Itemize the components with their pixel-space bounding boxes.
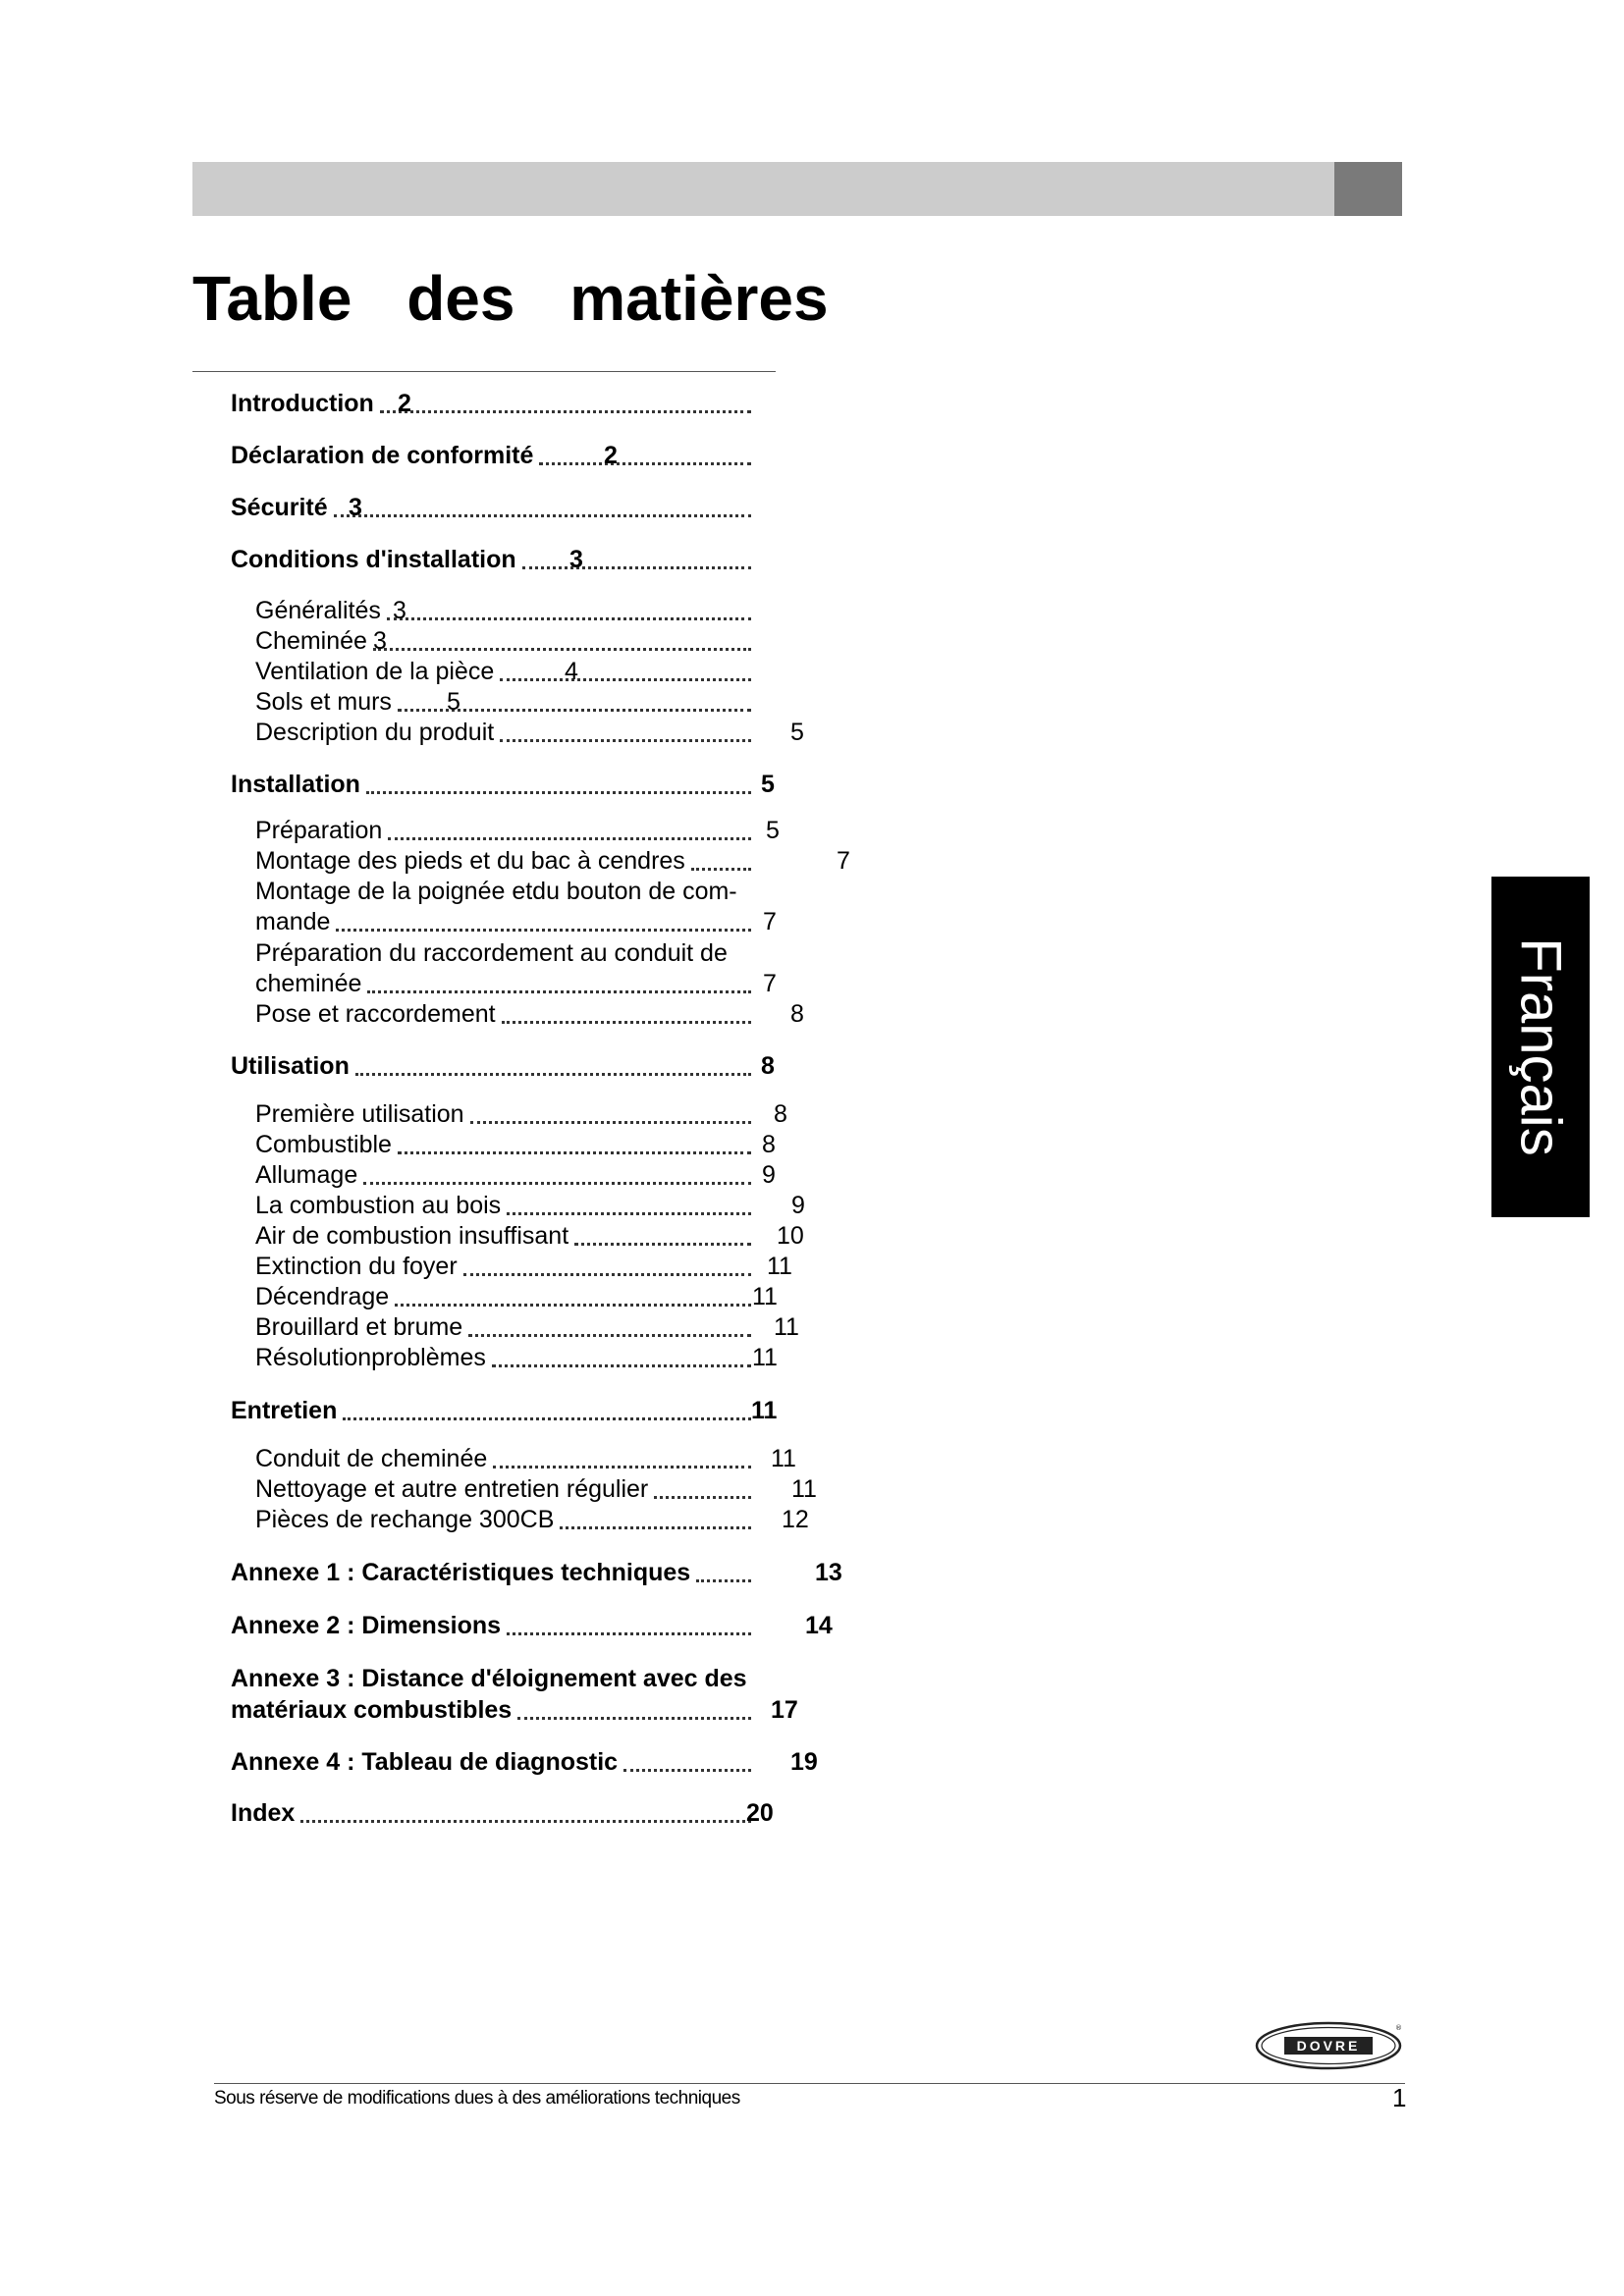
toc-page-number: 3 [349, 494, 362, 521]
toc-page-number: 9 [791, 1192, 805, 1219]
toc-leader-dots [470, 1121, 751, 1124]
toc-entry-label: Déclaration de conformité [231, 442, 534, 469]
toc-entry[interactable] [231, 768, 775, 801]
toc-leader-dots [388, 837, 751, 840]
toc-page-number: 8 [774, 1100, 787, 1128]
toc-page-number: 11 [752, 1283, 778, 1310]
toc-entry-label: Index [231, 1799, 296, 1827]
toc-leader-dots [522, 566, 751, 569]
toc-page-number: 20 [746, 1799, 774, 1827]
toc-leader-dots [507, 1632, 751, 1635]
toc-page-number: 5 [790, 719, 804, 746]
toc-leader-dots [492, 1364, 751, 1367]
toc-entry-label: Annexe 1 : Caractéristiques techniques [231, 1559, 691, 1586]
toc-page-number: 2 [398, 390, 411, 417]
toc-page-number: 7 [837, 847, 850, 875]
dovre-logo-icon [1255, 2020, 1402, 2071]
toc-leader-dots [654, 1496, 751, 1499]
toc-entry[interactable] [231, 1796, 774, 1830]
toc-entry-label: mande [255, 908, 331, 935]
toc-leader-dots [468, 1334, 751, 1337]
toc-entry[interactable] [231, 1662, 751, 1695]
toc-leader-dots [300, 1820, 751, 1823]
toc-entry[interactable] [231, 1394, 778, 1427]
toc-leader-dots [560, 1526, 751, 1529]
toc-entry-label: Air de combustion insuffisant [255, 1222, 569, 1250]
toc-leader-dots [387, 617, 751, 620]
toc-leader-dots [398, 1151, 751, 1154]
language-tab [1491, 877, 1590, 1217]
toc-page-number: 11 [752, 1344, 778, 1371]
toc-entry-label: Extinction du foyer [255, 1253, 458, 1280]
toc-entry-label: Première utilisation [255, 1100, 464, 1128]
toc-page-number: 8 [762, 1131, 776, 1158]
toc-entry[interactable] [255, 1189, 805, 1222]
toc-entry-label: matériaux combustibles [231, 1696, 513, 1724]
toc-page-number: 4 [565, 658, 578, 685]
toc-entry[interactable] [255, 814, 780, 847]
toc-page-number: 5 [447, 688, 460, 716]
toc-leader-dots [395, 1304, 751, 1307]
toc-entry[interactable] [255, 624, 751, 658]
toc-leader-dots [500, 678, 751, 681]
toc-entry-label: Brouillard et brume [255, 1313, 463, 1341]
toc-entry-label: Préparation [255, 817, 383, 844]
toc-entry[interactable] [255, 1219, 804, 1253]
toc-entry[interactable] [255, 1310, 799, 1344]
toc-leader-dots [334, 514, 751, 517]
toc-page-number: 5 [766, 817, 780, 844]
toc-page-number: 3 [373, 627, 387, 655]
toc-page-number: 9 [762, 1161, 776, 1189]
toc-page-number: 11 [767, 1253, 792, 1280]
toc-page-number: 19 [790, 1748, 818, 1776]
toc-page-number: 2 [604, 442, 618, 469]
toc-entry-label: Ventilation de la pièce [255, 658, 495, 685]
toc-entry[interactable] [231, 387, 751, 420]
toc-page-number: 11 [751, 1397, 778, 1424]
toc-page-number: 8 [761, 1052, 775, 1080]
toc-entry-label: Description du produit [255, 719, 495, 746]
toc-entry-label: Préparation du raccordement au conduit de [255, 939, 728, 967]
toc-entry[interactable] [255, 967, 777, 1000]
toc-entry[interactable] [255, 655, 751, 688]
toc-entry[interactable] [255, 1503, 809, 1536]
toc-entry-label: Annexe 4 : Tableau de diagnostic [231, 1748, 619, 1776]
page-title: Table des matières [192, 263, 829, 334]
toc-entry-label: Pose et raccordement [255, 1000, 496, 1028]
toc-entry[interactable] [231, 439, 751, 472]
toc-page-number: 17 [771, 1696, 798, 1724]
toc-entry-label: Conditions d'installation [231, 546, 516, 573]
toc-entry[interactable] [231, 491, 751, 524]
toc-entry-label: Sécurité [231, 494, 328, 521]
toc-entry-label: Annexe 2 : Dimensions [231, 1612, 502, 1639]
toc-entry[interactable] [255, 1341, 778, 1374]
toc-entry-label: La combustion au bois [255, 1192, 502, 1219]
toc-entry[interactable] [255, 1280, 778, 1313]
toc-entry-label: Sols et murs [255, 688, 392, 716]
toc-entry[interactable] [255, 1128, 776, 1161]
toc-entry[interactable] [255, 1250, 792, 1283]
toc-entry-label: Montage des pieds et du bac à cendres [255, 847, 685, 875]
toc-leader-dots [366, 791, 751, 794]
toc-entry[interactable] [231, 1556, 842, 1589]
toc-entry[interactable] [255, 936, 751, 970]
toc-entry[interactable] [255, 1472, 817, 1506]
toc-page-number: 11 [774, 1313, 799, 1341]
toc-leader-dots [493, 1466, 751, 1468]
toc-leader-dots [363, 1182, 751, 1185]
toc-page-number: 7 [763, 970, 777, 997]
toc-entry[interactable] [231, 1049, 775, 1083]
toc-leader-dots [355, 1073, 751, 1076]
toc-entry-label: Généralités [255, 597, 381, 624]
toc-entry-label: Annexe 3 : Distance d'éloignement avec des [231, 1665, 747, 1692]
language-tab-label: Français [1508, 937, 1573, 1156]
toc-entry[interactable] [255, 1442, 796, 1475]
toc-leader-dots [463, 1273, 751, 1276]
toc-entry[interactable] [255, 594, 751, 627]
toc-leader-dots [502, 1021, 751, 1024]
toc-page-number: 11 [771, 1445, 796, 1472]
toc-page-number: 10 [777, 1222, 804, 1250]
toc-entry[interactable] [255, 905, 777, 938]
toc-leader-dots [373, 648, 751, 651]
svg-text:®: ® [1395, 2024, 1402, 2032]
toc-page-number: 14 [805, 1612, 833, 1639]
toc-entry-label: Cheminée [255, 627, 367, 655]
footer-note: Sous réserve de modifications dues à des améliorations techniques [214, 2088, 740, 2109]
toc-page-number: 7 [763, 908, 777, 935]
page-number: 1 [1392, 2083, 1407, 2112]
toc-entry-label: Introduction [231, 390, 374, 417]
toc-entry[interactable] [255, 997, 804, 1031]
footer-rule [214, 2083, 1405, 2084]
toc-leader-dots [691, 868, 751, 871]
toc-entry-label: Utilisation [231, 1052, 350, 1080]
toc-leader-dots [367, 990, 751, 993]
toc-leader-dots [507, 1212, 751, 1215]
toc-page-number: 8 [790, 1000, 804, 1028]
toc-entry-label: Combustible [255, 1131, 392, 1158]
toc-leader-dots [380, 410, 751, 413]
toc-leader-dots [500, 739, 751, 742]
toc-entry-label: Décendrage [255, 1283, 390, 1310]
toc-page-number: 11 [791, 1475, 817, 1503]
toc-entry-label: Conduit de cheminée [255, 1445, 488, 1472]
toc-leader-dots [336, 929, 751, 932]
toc-leader-dots [343, 1417, 751, 1420]
toc-leader-dots [696, 1579, 751, 1582]
toc-entry[interactable] [255, 844, 850, 878]
toc-entry-label: Entretien [231, 1397, 338, 1424]
toc-entry[interactable] [255, 685, 751, 719]
toc-entry-label: cheminée [255, 970, 362, 997]
toc-page-number: 3 [393, 597, 406, 624]
toc-entry-label: Allumage [255, 1161, 358, 1189]
toc-entry-label: Installation [231, 771, 360, 798]
toc-page-number: 3 [569, 546, 583, 573]
toc-entry-label: Montage de la poignée etdu bouton de com- [255, 878, 737, 905]
toc-leader-dots [574, 1243, 751, 1246]
toc-entry[interactable] [231, 1745, 818, 1779]
toc-entry[interactable] [231, 1609, 833, 1642]
toc-page-number: 13 [815, 1559, 842, 1586]
toc-leader-dots [539, 462, 751, 465]
toc-leader-dots [623, 1769, 751, 1772]
toc-entry[interactable] [231, 1693, 798, 1727]
toc-entry[interactable] [231, 543, 751, 576]
toc-entry[interactable] [255, 716, 804, 749]
toc-page-number: 12 [782, 1506, 809, 1533]
toc-entry-label: Pièces de rechange 300CB [255, 1506, 555, 1533]
toc-entry[interactable] [255, 1097, 787, 1131]
toc-entry[interactable] [255, 875, 751, 908]
toc-entry-label: Résolutionproblèmes [255, 1344, 486, 1371]
logo-wordmark: DOVRE [1296, 2038, 1361, 2054]
toc-leader-dots [517, 1717, 751, 1720]
toc-entry-label: Nettoyage et autre entretien régulier [255, 1475, 649, 1503]
toc-entry[interactable] [255, 1158, 776, 1192]
toc-page-number: 5 [761, 771, 775, 798]
brand-logo [1255, 2020, 1402, 2076]
